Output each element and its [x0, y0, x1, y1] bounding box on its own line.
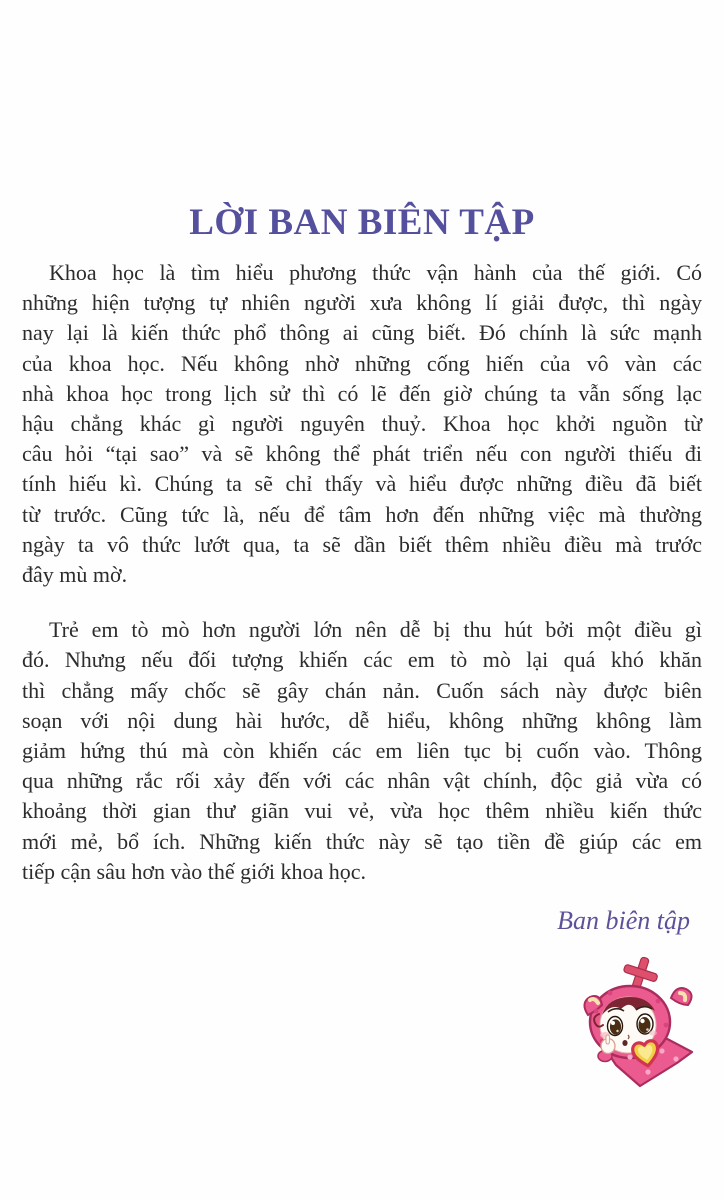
text-line: nay lại là kiến thức phổ thông ai cũng biết. Đó chính là sức mạnh — [22, 320, 702, 346]
paragraph-2 — [22, 615, 702, 887]
text-line: nhà khoa học trong lịch sử thì có lẽ đến giờ chúng ta vẫn sống lạc — [22, 380, 702, 406]
paragraph-1 — [22, 258, 702, 590]
text-line: qua những rắc rối xảy đến với các nhân vật chính, độc giả vừa có — [22, 768, 702, 794]
text-line: thì chẳng mấy chốc sẽ gây chán nản. Cuốn sách này được biên — [22, 677, 702, 703]
text-line: tiếp cận sâu hơn vào thế giới khoa học. — [22, 858, 367, 884]
text-line: câu hỏi “tại sao” và sẽ không thể phát triển nếu con người thiếu đi — [22, 441, 702, 467]
body-text — [22, 258, 702, 887]
right-ear — [671, 988, 692, 1005]
text-line: từ trước. Cũng tức là, nếu để tâm hơn đến những việc mà thường — [22, 501, 702, 527]
text-line: những hiện tượng tự nhiên người xưa không lí giải được, thì ngày — [22, 290, 702, 316]
text-line: ngày ta vô thức lướt qua, ta sẽ dần biết thêm nhiều điều mà trước — [22, 531, 702, 557]
right-blush — [649, 1030, 657, 1035]
text-line: hậu chẳng khác gì người nguyên thuỷ. Khoa học khởi nguồn từ — [22, 411, 702, 437]
text-line: khoảng thời gian thư giãn vui vẻ, vừa học thêm nhiều kiến thức — [22, 798, 702, 824]
text-line: giảm hứng thú mà còn khiến các em liên tục bị cuốn vào. Thông — [22, 738, 702, 764]
editorial-signature: Ban biên tập — [557, 906, 690, 935]
text-line: Trẻ em tò mò hơn người lớn nên dễ bị thu hút bởi một điều gì — [49, 617, 702, 643]
text-line: đây mù mờ. — [22, 562, 128, 588]
text-line: của khoa học. Nếu không nhờ những cống hiến của vô vàn các — [22, 350, 702, 376]
page-title: LỜI BAN BIÊN TẬP — [189, 201, 535, 243]
text-line: Khoa học là tìm hiểu phương thức vận hành của thế giới. Có — [49, 260, 702, 285]
mouth — [622, 1040, 627, 1046]
mascot-girl-in-pink-hood-illustration — [578, 953, 723, 1093]
text-line: mới mẻ, bổ ích. Những kiến thức này sẽ tạo tiền đề giúp các em — [22, 828, 702, 854]
text-line: đó. Nhưng nếu đối tượng khiến các em tò mò lại quá khó khăn — [22, 647, 702, 673]
text-line: soạn với nội dung hài hước, dễ hiểu, không những không làm — [22, 707, 702, 733]
text-line: tính hiếu kì. Chúng ta sẽ chỉ thấy và hiểu được những điều đã biết — [22, 471, 702, 497]
